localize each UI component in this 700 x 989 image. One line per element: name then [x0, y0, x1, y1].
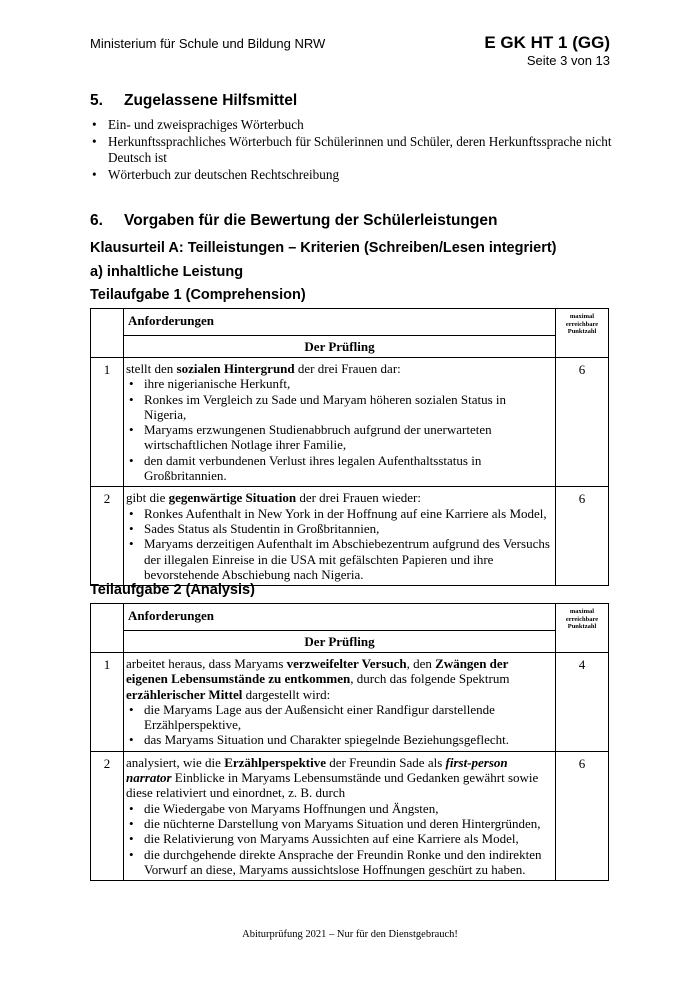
intro-text: arbeitet heraus, dass Maryams	[126, 656, 287, 671]
points-cell: 6	[556, 751, 609, 880]
table-row	[91, 653, 609, 752]
table-row	[91, 487, 609, 586]
part-a-title: Klausurteil A: Teilleistungen – Kriterien (Schreiben/Lesen integriert)	[90, 240, 557, 256]
list-item: • Ronkes Aufenthalt in New York in der Hoffnung auf eine Karriere als Model,	[126, 506, 551, 521]
content-performance-title: a) inhaltliche Leistung	[90, 264, 244, 280]
intro-bold: sozialen Hintergrund	[176, 361, 295, 376]
candidate-header: Der Prüfling	[124, 336, 556, 358]
table-header-row	[91, 604, 609, 631]
requirement-cell	[124, 358, 556, 487]
requirement-intro	[126, 656, 551, 702]
intro-text: analysiert, wie die	[126, 754, 225, 770]
aids-list	[90, 117, 615, 183]
header-num-cell	[91, 604, 124, 653]
list-item: • das Maryams Situation und Charakter spiegelnde Beziehungsgeflecht.	[126, 732, 551, 747]
intro-text: der drei Frauen dar:	[294, 361, 401, 376]
section-5-heading	[90, 92, 297, 110]
requirements-header: Anforderungen	[124, 309, 556, 336]
list-item: • die Maryams Lage aus der Außensicht einer Randfigur darstellende Erzählperspektive,	[126, 702, 551, 733]
list-item: • Maryams erzwungenen Studienabbruch aufgrund der unerwarteten wirtschaftlichen Notlage ihrer Familie,	[126, 422, 551, 453]
section-6-heading	[90, 212, 498, 230]
intro-bold: gegenwärtige Situation	[168, 490, 297, 506]
intro-text: dargestellt wird:	[242, 686, 331, 702]
requirements-header: Anforderungen	[124, 604, 556, 631]
requirement-cell	[124, 751, 556, 880]
list-item: • ihre nigerianische Herkunft,	[126, 376, 551, 391]
list-item: • die Wiedergabe von Maryams Hoffnungen und Ängsten,	[126, 801, 551, 816]
page-footer: Abiturprüfung 2021 – Nur für den Dienstgebrauch!	[242, 929, 458, 940]
requirement-intro	[126, 490, 551, 505]
page-number: Seite 3 von 13	[526, 53, 610, 68]
requirement-intro	[126, 755, 551, 801]
list-item: • Ein- und zweisprachiges Wörterbuch	[90, 117, 615, 134]
row-number: 2	[91, 751, 124, 880]
points-cell: 6	[556, 487, 609, 586]
row-number: 2	[91, 487, 124, 586]
intro-text: , durch das folgende Spektrum	[350, 671, 510, 687]
points-cell: 4	[556, 653, 609, 752]
intro-text: der Freundin Sade als	[326, 754, 446, 770]
intro-text: Einblicke in Maryams Lebensumstände und Gedanken gewährt sowie diese relativiert und einordnet, z. B. durch	[126, 770, 539, 801]
section-6-title: Vorgaben für die Bewertung der Schülerleistungen	[124, 212, 498, 229]
max-points-header: maximal erreichbare Punktzahl	[556, 309, 609, 358]
list-item: • die durchgehende direkte Ansprache der Freundin Ronke und den indirekten Vorwurf an diese, Maryams aussichtslose Hoffnungen geschürt zu haben.	[126, 847, 551, 878]
intro-bold-italic: first-person narrator	[126, 754, 508, 786]
section-5-title: Zugelassene Hilfsmittel	[124, 92, 298, 109]
requirement-cell	[124, 487, 556, 586]
table-row	[91, 751, 609, 880]
section-5-number: 5.	[90, 92, 103, 109]
exam-code: E GK HT 1 (GG)	[484, 33, 610, 52]
list-item: • den damit verbundenen Verlust ihres legalen Aufenthaltsstatus in Großbritannien.	[126, 453, 551, 484]
intro-text: gibt die	[126, 490, 169, 506]
list-item: • die Relativierung von Maryams Aussichten auf eine Karriere als Model,	[126, 831, 551, 846]
ministry-name: Ministerium für Schule und Bildung NRW	[90, 36, 326, 51]
header-num-cell	[91, 309, 124, 358]
row-number: 1	[91, 653, 124, 752]
task-2-title: Teilaufgabe 2 (Analysis)	[90, 582, 255, 598]
intro-text: der drei Frauen wieder:	[296, 490, 421, 506]
list-item: • Wörterbuch zur deutschen Rechtschreibung	[90, 167, 615, 184]
table-header-row	[91, 309, 609, 336]
list-item: • die nüchterne Darstellung von Maryams Situation und deren Hintergründen,	[126, 816, 551, 831]
requirement-bullets	[126, 506, 551, 582]
intro-bold: erzählerischer Mittel	[126, 686, 243, 702]
requirement-intro	[126, 361, 551, 376]
points-cell: 6	[556, 358, 609, 487]
intro-text: , den	[406, 656, 436, 671]
requirement-bullets	[126, 702, 551, 748]
requirement-bullets	[126, 376, 551, 483]
table-header-row	[91, 631, 609, 653]
row-number: 1	[91, 358, 124, 487]
intro-bold: Zwängen der eigenen Lebensumstände zu entkommen	[126, 656, 509, 687]
intro-bold: Erzählperspektive	[224, 754, 327, 770]
requirement-cell	[124, 653, 556, 752]
table-header-row	[91, 336, 609, 358]
max-points-header: maximal erreichbare Punktzahl	[556, 604, 609, 653]
intro-bold: verzweifelter Versuch	[286, 656, 407, 671]
task-1-table	[90, 308, 609, 586]
list-item: • Herkunftssprachliches Wörterbuch für Schülerinnen und Schüler, deren Herkunftssprache nicht Deutsch ist	[90, 134, 615, 167]
task-1-title: Teilaufgabe 1 (Comprehension)	[90, 287, 306, 303]
candidate-header: Der Prüfling	[124, 631, 556, 653]
list-item: • Maryams derzeitigen Aufenthalt im Abschiebezentrum aufgrund des Versuchs der illegalen Einreise in die USA mit gefälschten Papieren und ihre bevorstehende Abschiebung nach Nigeria.	[126, 536, 551, 582]
list-item: • Sades Status als Studentin in Großbritannien,	[126, 521, 551, 536]
table-row	[91, 358, 609, 487]
requirement-bullets	[126, 801, 551, 877]
task-2-table	[90, 603, 609, 881]
section-6-number: 6.	[90, 212, 103, 229]
intro-text: stellt den	[126, 361, 177, 376]
list-item: • Ronkes im Vergleich zu Sade und Maryam höheren sozialen Status in Nigeria,	[126, 392, 551, 423]
